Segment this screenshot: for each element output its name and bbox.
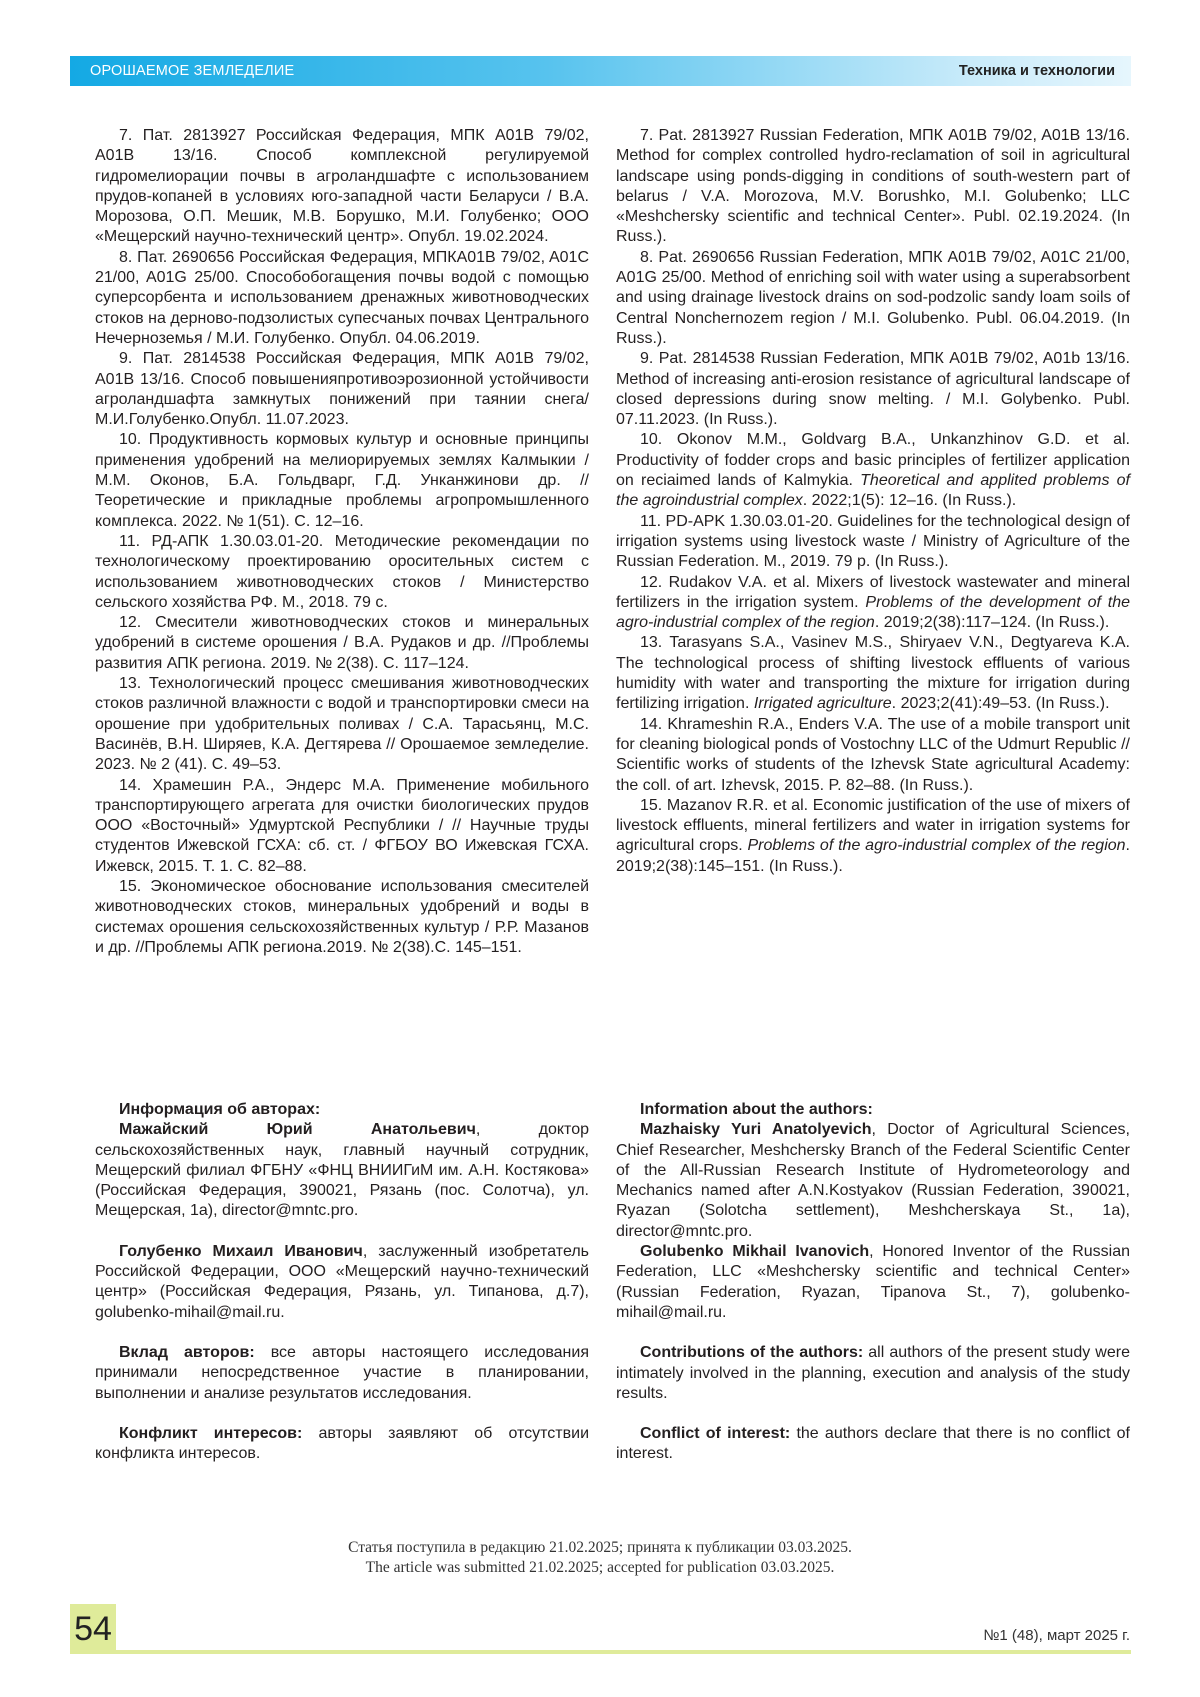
- text: , заслуженный изобретатель Российской Федерации, ООО «Мещерский научно-технический центр» (Российская Федерация, Рязань, ул. Типанова, д.7), golubenko-mihail@mail.ru.: [95, 1243, 589, 1321]
- text: . 2022;1(5): 12–16. (In Russ.).: [803, 492, 1016, 509]
- page-number: 54: [70, 1604, 116, 1654]
- bold-text: Conflict of interest:: [640, 1425, 790, 1442]
- paragraph: [616, 430, 1130, 511]
- paragraph: [616, 1424, 1130, 1465]
- bold-text: Golubenko Mikhail Ivanovich: [640, 1243, 869, 1260]
- italic-text: Problems of the development of the agro-industrial complex of the region: [616, 594, 1130, 631]
- text: 13. Технологический процесс смешивания животноводческих стоков различной влажности с водой и транспортировки смеси на орошение при удобрительных поливах / С.А. Тарасьянц, М.С. Васинёв, В.Н. Ширяев, К.А. Дегтярева // Орошаемое земледелие. 2023. № 2 (41). С. 49–53.: [95, 675, 589, 773]
- bold-text: Информация об авторах:: [119, 1101, 320, 1118]
- paragraph: [616, 512, 1130, 573]
- paragraph: [616, 349, 1130, 430]
- text: 7. Pat. 2813927 Russian Federation, МПК A01B 79/02, A01B 13/16. Method for complex controlled hydro-reclamation of soil in agricultural landscape using ponds-digging in conditions of south-western part of belarus / V.A. Morozova, M.V. Borushko, M.I. Golubenko; LLC «Meshchersky scientific and technical Center». Publ. 02.19.2024. (In Russ.).: [616, 127, 1130, 245]
- bold-text: Мажайский Юрий Анатольевич: [119, 1121, 476, 1138]
- paragraph: [616, 1242, 1130, 1323]
- bold-text: Contributions of the authors:: [640, 1344, 863, 1361]
- paragraph: [616, 1120, 1130, 1242]
- text: all authors of the present study were intimately involved in the planning, execution and analysis of the study results.: [616, 1344, 1130, 1402]
- paragraph: [616, 248, 1130, 349]
- footer-rule: [116, 1650, 1131, 1654]
- text: 7. Пат. 2813927 Российская Федерация, МПК A01B 79/02, A01B 13/16. Способ комплексной регулируемой гидромелиорации почвы в агроландшафте с использованием прудов-копаней в условиях юго-западной части Беларуси / В.А. Морозова, О.П. Мешик, М.В. Борушко, М.И. Голубенко; ООО «Мещерский научно-технический центр». Опубл. 19.02.2024.: [95, 127, 589, 245]
- paragraph: [616, 1100, 1130, 1120]
- text: , доктор сельскохозяйственных наук, главный научный сотрудник, Мещерский филиал ФГБНУ «ФНЦ ВНИИГиМ им. А.Н. Костякова» (Российская Федерация, 390021, Рязань (пос. Солотча), ул. Мещерская, 1а), director@mntc.pro.: [95, 1121, 589, 1219]
- spacer: [95, 1404, 589, 1424]
- bold-text: Конфликт интересов:: [119, 1425, 302, 1442]
- paragraph: [95, 674, 589, 775]
- italic-text: Problems of the agro-industrial complex of the region: [748, 837, 1126, 854]
- bold-text: Information about the authors:: [640, 1101, 873, 1118]
- paragraph: [95, 1424, 589, 1465]
- bold-text: Голубенко Михаил Иванович: [119, 1243, 363, 1260]
- text: 8. Pat. 2690656 Russian Federation, МПК A01B 79/02, A01C 21/00, A01G 25/00. Method of enriching soil with water using a superabsorbent and using drainage livestock drains on sod-podzolic sandy loam soils of Central Nonchernozem region / M.I. Golubenko. Publ. 06.04.2019. (In Russ.).: [616, 249, 1130, 347]
- section-title: Техника и технологии: [959, 63, 1115, 79]
- text: авторы заявляют об отсутствии конфликта интересов.: [95, 1425, 589, 1462]
- paragraph: [95, 1242, 589, 1323]
- text: , Honored Inventor of the Russian Federation, LLC «Meshchersky scientific and technical Center» (Russian Federation, Ryazan, Tipanova St., 7), golubenko-mihail@mail.ru.: [616, 1243, 1130, 1321]
- spacer: [95, 1323, 589, 1343]
- paragraph: [95, 1343, 589, 1404]
- text: 10. Okonov M.M., Goldvarg B.A., Unkanzhinov G.D. et al. Productivity of fodder crops and basic principles of fertilizer application on reciaimed lands of Kalmykia.: [616, 431, 1130, 489]
- submission-en: The article was submitted 21.02.2025; accepted for publication 03.03.2025.: [0, 1558, 1200, 1578]
- text: 15. Экономическое обоснование использования смесителей животноводческих стоков, минеральных удобрений и воды в системах орошения сельскохозяйственных культур / Р.Р. Мазанов и др. //Проблемы АПК региона.2019. № 2(38).С. 145–151.: [95, 878, 589, 956]
- paragraph: [95, 1120, 589, 1221]
- text: 10. Продуктивность кормовых культур и основные принципы применения удобрений на мелиорируемых землях Калмыкии / М.М. Оконов, Б.А. Гольдварг, Г.Д. Унканжинови др. // Теоретические и прикладные проблемы агропромышленного комплекса. 2022. № 1(51). С. 12–16.: [95, 431, 589, 529]
- paragraph: [95, 532, 589, 613]
- italic-text: Irrigated agriculture: [754, 695, 892, 712]
- submission-dates: [0, 1538, 1200, 1578]
- authors-info-en: [616, 1100, 1130, 1465]
- text: 12. Rudakov V.A. et al. Mixers of livestock wastewater and mineral fertilizers in the irrigation system.: [616, 574, 1130, 611]
- text: 11. PD-APK 1.30.03.01-20. Guidelines for the technological design of irrigation systems using livestock waste / Ministry of Agriculture of the Russian Federation. M., 2019. 79 p. (In Russ.).: [616, 513, 1130, 571]
- journal-title: ОРОШАЕМОЕ ЗЕМЛЕДЕЛИЕ: [90, 63, 294, 79]
- text: 14. Khrameshin R.A., Enders V.A. The use of a mobile transport unit for cleaning biological ponds of Vostochny LLC of the Udmurt Republic // Scientific works of students of the Izhevsk State agricultural Academy: the coll. of art. Izhevsk, 2015. P. 82–88. (In Russ.).: [616, 716, 1130, 794]
- bold-text: Вклад авторов:: [119, 1344, 255, 1361]
- paragraph: [95, 776, 589, 877]
- text: 13. Tarasyans S.A., Vasinev M.S., Shiryaev V.N., Degtyareva K.A. The technological process of shifting livestock effluents of various humidity with water and transporting the mixture for irrigation during fertilizing irrigation.: [616, 634, 1130, 712]
- paragraph: [616, 715, 1130, 796]
- references-ru: [95, 126, 589, 958]
- spacer: [616, 1323, 1130, 1343]
- text: 12. Смесители животноводческих стоков и минеральных удобрений в системе орошения / В.А. Рудаков и др. //Проблемы развития АПК региона. 2019. № 2(38). С. 117–124.: [95, 614, 589, 672]
- paragraph: [616, 1343, 1130, 1404]
- text: . 2019;2(38):145–151. (In Russ.).: [616, 837, 1130, 874]
- issue-info: №1 (48), март 2025 г.: [983, 1627, 1130, 1644]
- submission-ru: Статья поступила в редакцию 21.02.2025; принята к публикации 03.03.2025.: [0, 1538, 1200, 1558]
- text: 15. Mazanov R.R. et al. Economic justification of the use of mixers of livestock effluents, mineral fertilizers and water in irrigation systems for agricultural crops.: [616, 797, 1130, 855]
- paragraph: [95, 877, 589, 958]
- paragraph: [95, 1100, 589, 1120]
- text: , Doctor of Agricultural Sciences, Chief Researcher, Meshchersky Branch of the Federal Scientific Center of the All-Russian Research Institute of Hydrometeorology and Mechanics named after A.N.Kostyakov (Russian Federation, 390021, Ryazan (Solotcha settlement), Meshcherskaya St., 1a), director@mntc.pro.: [616, 1121, 1130, 1239]
- paragraph: [95, 126, 589, 248]
- authors-info-ru: [95, 1100, 589, 1464]
- running-header: [70, 56, 1131, 86]
- paragraph: [616, 633, 1130, 714]
- text: 14. Храмешин Р.А., Эндерс М.А. Применение мобильного транспортирующего агрегата для очистки биологических прудов ООО «Восточный» Удмуртской Республики / // Научные труды студентов Ижевской ГСХА: сб. ст. / ФГБОУ ВО Ижевская ГСХА. Ижевск, 2015. Т. 1. С. 82–88.: [95, 777, 589, 875]
- paragraph: [616, 796, 1130, 877]
- bold-text: Mazhaisky Yuri Anatolyevich: [640, 1121, 872, 1138]
- text: . 2019;2(38):117–124. (In Russ.).: [875, 614, 1110, 631]
- text: 8. Пат. 2690656 Российская Федерация, МПКA01B 79/02, A01C 21/00, A01G 25/00. Способобогащения почвы водой с помощью суперсорбента и использованием дренажных животноводческих стоков на дерново-подзолистых супесчаных почвах Центрального Нечерноземья / М.И. Голубенко. Опубл. 04.06.2019.: [95, 249, 589, 347]
- spacer: [95, 1222, 589, 1242]
- references-en: [616, 126, 1130, 877]
- text: 9. Pat. 2814538 Russian Federation, МПК A01B 79/02, A01b 13/16. Method of increasing anti-erosion resistance of agricultural landscape of closed depressions during snow melting. / M.I. Golybenko. Publ. 07.11.2023. (In Russ.).: [616, 350, 1130, 428]
- paragraph: [95, 430, 589, 531]
- paragraph: [616, 126, 1130, 248]
- journal-page: [0, 0, 1200, 1697]
- paragraph: [95, 613, 589, 674]
- spacer: [616, 1404, 1130, 1424]
- text: 9. Пат. 2814538 Российская Федерация, МПК A01B 79/02, A01B 13/16. Способ повышенияпротивоэрозионной устойчивости агроландшафта замкнутых понижений при таянии снега/ М.И.Голубенко.Опубл. 11.07.2023.: [95, 350, 589, 428]
- text: . 2023;2(41):49–53. (In Russ.).: [892, 695, 1110, 712]
- text: все авторы настоящего исследования принимали непосредственное участие в планировании, выполнении и анализе результатов исследования.: [95, 1344, 589, 1402]
- paragraph: [95, 248, 589, 349]
- paragraph: [616, 573, 1130, 634]
- text: the authors declare that there is no conflict of interest.: [616, 1425, 1130, 1462]
- italic-text: Theoretical and applited problems of the agroindustrial complex: [616, 472, 1130, 509]
- paragraph: [95, 349, 589, 430]
- text: 11. РД-АПК 1.30.03.01-20. Методические рекомендации по технологическому проектированию оросительных систем с использованием животноводческих стоков / Министерство сельского хозяйства РФ. М., 2018. 79 с.: [95, 533, 589, 611]
